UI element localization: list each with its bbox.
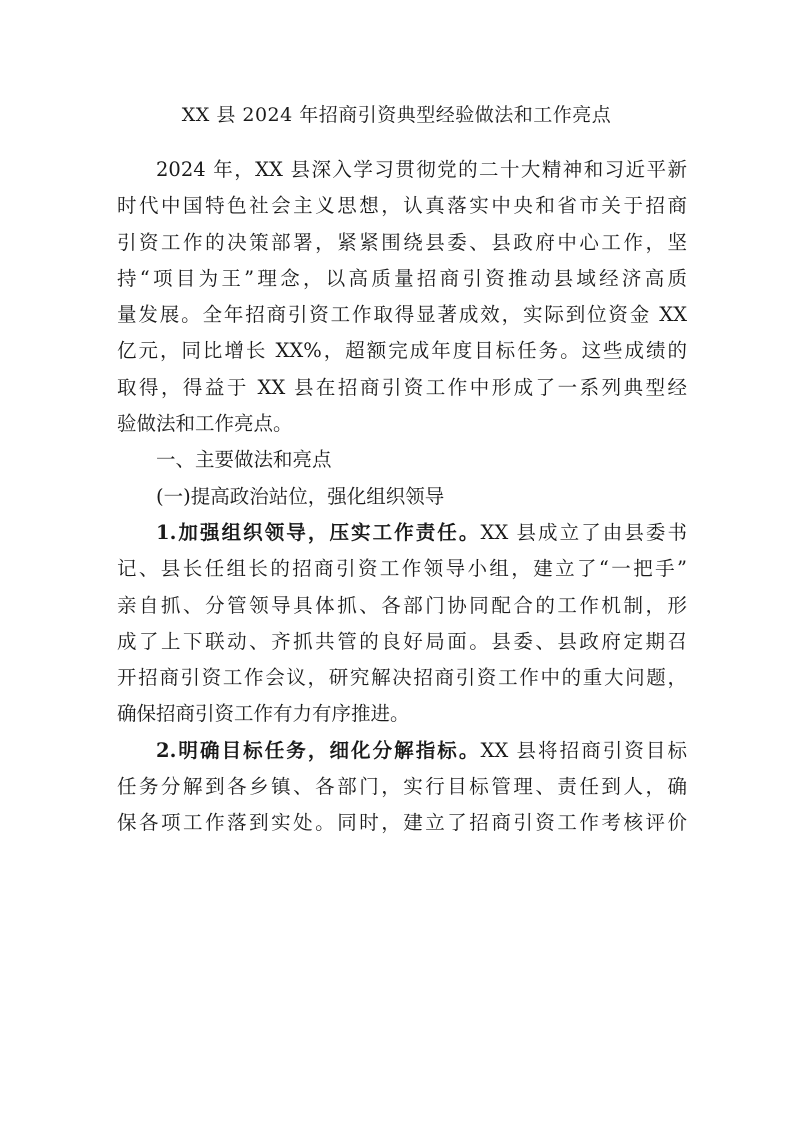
paragraph-line: 2024 年，XX 县深入学习贯彻党的二十大精神和习近平新 bbox=[156, 158, 687, 181]
item-lead-line bbox=[117, 733, 687, 769]
subsection-heading: (一)提高政治站位，强化组织领导 bbox=[156, 484, 445, 508]
paragraph-line: 验做法和工作亮点。 bbox=[117, 412, 293, 436]
paragraph-line: 亿元，同比增长 XX%，超额完成年度目标任务。这些成绩的 bbox=[117, 339, 687, 363]
section-heading: 一、主要做法和亮点 bbox=[156, 448, 332, 472]
item-lead-rest: XX 县成立了由县委书 bbox=[480, 520, 687, 544]
paragraph-line: 时代中国特色社会主义思想，认真落实中央和省市关于招商 bbox=[117, 194, 687, 218]
paragraph-line: 确保招商引资工作有力有序推进。 bbox=[117, 702, 410, 726]
item-lead-line bbox=[117, 515, 687, 551]
item-lead-bold: 2.明确目标任务，细化分解指标。 bbox=[156, 738, 481, 762]
paragraph-line: 持“项目为王”理念，以高质量招商引资推动县域经济高质 bbox=[117, 266, 687, 290]
paragraph-line: 取得，得益于 XX 县在招商引资工作中形成了一系列典型经 bbox=[117, 375, 687, 399]
item-lead-bold: 1.加强组织领导，压实工作责任。 bbox=[156, 520, 481, 544]
paragraph-line: 成了上下联动、齐抓共管的良好局面。县委、县政府定期召 bbox=[117, 629, 687, 653]
paragraph-line: 保各项工作落到实处。同时，建立了招商引资工作考核评价 bbox=[117, 811, 687, 835]
item-lead-rest: XX 县将招商引资目标 bbox=[480, 738, 687, 762]
paragraph-line: 引资工作的决策部署，紧紧围绕县委、县政府中心工作，坚 bbox=[117, 230, 687, 254]
paragraph-line: 量发展。全年招商引资工作取得显著成效，实际到位资金 XX bbox=[117, 303, 687, 327]
paragraph-line: 开招商引资工作会议，研究解决招商引资工作中的重大问题， bbox=[117, 666, 687, 690]
paragraph-line: 任务分解到各乡镇、各部门，实行目标管理、责任到人，确 bbox=[117, 775, 687, 799]
paragraph-line: 亲自抓、分管领导具体抓、各部门协同配合的工作机制，形 bbox=[117, 593, 687, 617]
paragraph-line: 记、县长任组长的招商引资工作领导小组，建立了“一把手” bbox=[117, 557, 687, 581]
document-body bbox=[117, 152, 687, 842]
document-title: XX 县 2024 年招商引资典型经验做法和工作亮点 bbox=[181, 104, 612, 126]
